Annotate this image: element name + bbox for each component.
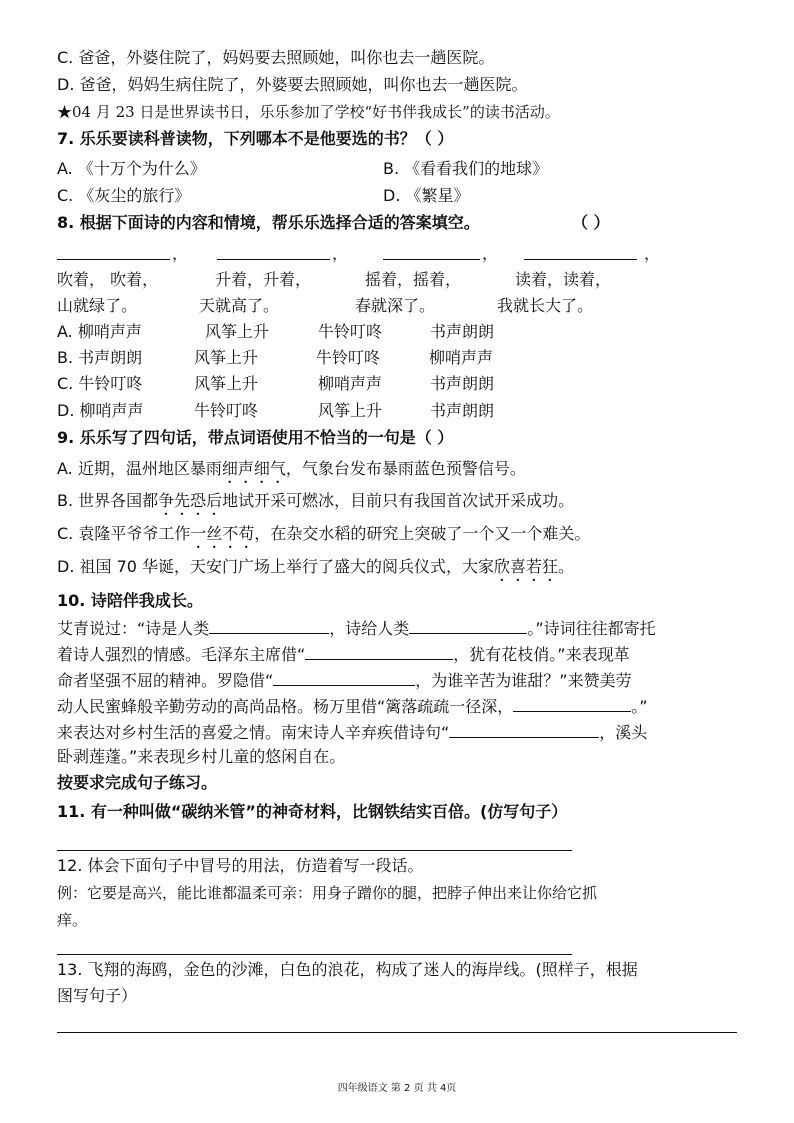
q10-line-1: 艾青说过：“诗是人类 ，诗给人类 。”诗词往往都寄托 [57, 619, 656, 638]
q7-stem: 7. 乐乐要读科普读物，下列哪本不是他要选的书？（ ） [57, 129, 454, 148]
q8-blank-4[interactable] [524, 259, 637, 260]
q8-option-a-item: 风筝上升 [205, 322, 270, 341]
q8-option-c-item: 书声朗朗 [430, 374, 495, 393]
q8-option-d-item: 风筝上升 [318, 401, 383, 420]
reading-day-intro: ★04 月 23 日是世界读书日，乐乐参加了学校“好书伴我成长”的读书活动。 [57, 103, 560, 121]
q8-poem-result-4: 我就长大了。 [497, 296, 594, 315]
q8-option-b-item: 牛铃叮咚 [316, 348, 381, 367]
q8-option-a: A. 柳哨声声 [57, 322, 142, 341]
q12-answer-line[interactable] [57, 954, 572, 955]
q8-option-c-item: 风筝上升 [194, 374, 259, 393]
q8-blank-1[interactable] [57, 259, 170, 260]
q10-blank-5[interactable] [513, 695, 631, 712]
q8-blank-sep: ， [644, 244, 661, 263]
q7-option-d: D. 《繁星》 [383, 186, 470, 205]
q8-poem-result-1: 山就绿了。 [57, 296, 138, 315]
q8-blank-sep: ， [482, 244, 499, 263]
q9-dotted-word: 欣喜若狂 [494, 557, 559, 576]
q10-stem: 10. 诗陪伴我成长。 [57, 591, 203, 610]
q8-poem-result-2: 天就高了。 [199, 296, 280, 315]
q13-stem-line-2: 图写句子） [57, 986, 138, 1005]
q8-poem-verb-3: 摇着，摇着， [365, 270, 462, 289]
page-footer: 四年级语文 第 2 页 共 4页 [337, 1083, 457, 1094]
q8-option-d: D. 柳哨声声 [57, 401, 144, 420]
q8-poem-verb-1: 吹着， 吹着， [57, 270, 159, 289]
q8-blank-2[interactable] [217, 259, 330, 260]
q8-blank-sep: ， [332, 244, 349, 263]
q8-answer-paren: （ ） [572, 213, 610, 232]
q10-blank-1[interactable] [209, 617, 329, 634]
q10-line-5: 来表达对乡村生活的喜爱之情。南宋诗人辛弃疾借诗句“ ，溪头 [57, 723, 648, 742]
q10-line-3: 命者坚强不屈的精神。罗隐借“ ，为谁辛苦为谁甜？”来赞美劳 [57, 671, 632, 690]
q6-option-c: C. 爸爸，外婆住院了，妈妈要去照顾她，叫你也去一趟医院。 [57, 48, 495, 67]
q7-option-b: B. 《看看我们的地球》 [383, 159, 549, 178]
q10-blank-3[interactable] [305, 643, 453, 660]
q9-dotted-word: 一丝不苟 [190, 524, 255, 543]
q8-option-c: C. 牛铃叮咚 [57, 374, 143, 393]
q8-option-b-item: 柳哨声声 [429, 348, 494, 367]
q9-dotted-word: 争先恐后 [158, 491, 223, 510]
q10-line-2: 着诗人强烈的情感。毛泽东主席借“ ，犹有花枝俏。”来表现革 [57, 645, 630, 664]
q7-option-a: A. 《十万个为什么》 [57, 159, 206, 178]
q8-poem-result-3: 春就深了。 [355, 296, 436, 315]
q8-poem-verb-4: 读着，读着， [515, 270, 612, 289]
q10-blank-4[interactable] [273, 669, 415, 686]
q8-option-b-item: 风筝上升 [194, 348, 259, 367]
q8-option-a-item: 书声朗朗 [430, 322, 495, 341]
q12-example-line-2: 痒。 [57, 911, 88, 929]
q6-option-d: D. 爸爸，妈妈生病住院了，外婆要去照顾她，叫你也去一趟医院。 [57, 75, 528, 94]
q8-option-d-item: 书声朗朗 [430, 401, 495, 420]
q9-option-b: B. 世界各国都争先恐后地试开采可燃冰，目前只有我国首次试开采成功。 [57, 491, 575, 510]
q11-answer-line[interactable] [57, 850, 572, 851]
section-heading: 按要求完成句子练习。 [57, 773, 218, 792]
q9-stem: 9. 乐乐写了四句话，带点词语使用不恰当的一句是（ ） [57, 428, 454, 447]
q10-blank-2[interactable] [409, 617, 527, 634]
q9-option-d: D. 祖国 70 华诞，天安门广场上举行了盛大的阅兵仪式，大家欣喜若狂。 [57, 557, 575, 576]
q13-stem-line-1: 13. 飞翔的海鸥，金色的沙滩，白色的浪花，构成了迷人的海岸线。(照样子，根据 [57, 960, 638, 979]
q8-option-b: B. 书声朗朗 [57, 348, 143, 367]
q10-line-6: 卧剥莲蓬。”来表现乡村儿童的悠闲自在。 [57, 747, 346, 766]
q7-option-c: C. 《灰尘的旅行》 [57, 186, 191, 205]
q10-blank-6[interactable] [449, 721, 599, 738]
q8-poem-verb-2: 升着，升着， [215, 270, 312, 289]
q8-stem: 8. 根据下面诗的内容和情境，帮乐乐选择合适的答案填空。 [57, 213, 480, 232]
q11-stem: 11. 有一种叫做“碳纳米管”的神奇材料，比钢铁结实百倍。(仿写句子） [57, 802, 568, 821]
q8-blank-sep: ， [172, 244, 189, 263]
q9-option-a: A. 近期，温州地区暴雨细声细气，气象台发布暴雨蓝色预警信号。 [57, 459, 526, 478]
q9-dotted-word: 细声细气 [221, 459, 286, 478]
q9-option-c: C. 袁隆平爷爷工作一丝不苟，在杂交水稻的研究上突破了一个又一个难关。 [57, 524, 591, 543]
q12-stem: 12. 体会下面句子中冒号的用法，仿造着写一段话。 [57, 856, 424, 875]
q8-option-d-item: 牛铃叮咚 [194, 401, 259, 420]
q12-example-line-1: 例：它要是高兴，能比谁都温柔可亲：用身子蹭你的腿，把脖子伸出来让你给它抓 [57, 884, 598, 902]
q13-answer-line[interactable] [57, 1032, 737, 1033]
q10-line-4: 动人民蜜蜂般辛勤劳动的高尚品格。杨万里借“篱落疏疏一径深， 。” [57, 697, 648, 716]
q8-option-c-item: 柳哨声声 [318, 374, 383, 393]
q8-blank-3[interactable] [383, 259, 480, 260]
q8-option-a-item: 牛铃叮咚 [318, 322, 383, 341]
